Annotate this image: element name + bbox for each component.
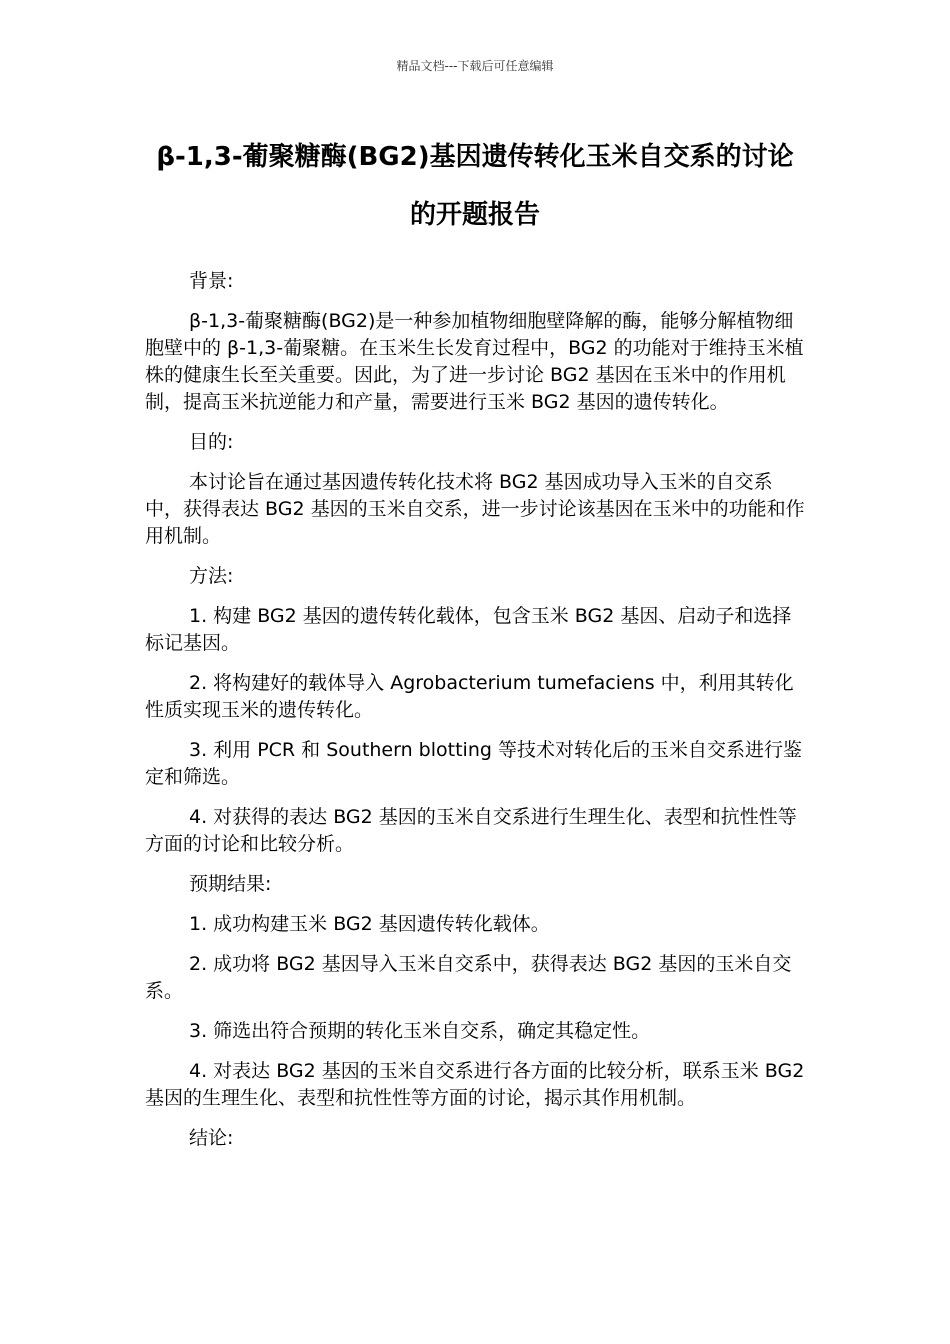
section-heading-expected-results: 预期结果: <box>189 873 272 895</box>
method-item: 1. 构建 BG2 基因的遗传转化载体，包含玉米 BG2 基因、启动子和选择标记基因。 <box>145 605 792 654</box>
result-item: 4. 对表达 BG2 基因的玉米自交系进行各方面的比较分析，联系玉米 BG2 基因的生理生化、表型和抗性性等方面的讨论，揭示其作用机制。 <box>145 1060 805 1109</box>
paragraph-background: β-1,3-葡聚糖酶(BG2)是一种参加植物细胞壁降解的酶，能够分解植物细胞壁中的 β-1,3-葡聚糖。在玉米生长发育过程中，BG2 的功能对于维持玉米植株的健康生长至关重要。因此，为了进一步讨论 BG2 基因在玉米中的作用机制，提高玉米抗逆能力和产量，需要进行玉米 BG2 基因的遗传转化。 <box>145 310 804 413</box>
document-title: β-1,3-葡聚糖酶(BG2)基因遗传转化玉米自交系的讨论的开题报告 <box>156 142 794 230</box>
method-item: 4. 对获得的表达 BG2 基因的玉米自交系进行生理生化、表型和抗性性等方面的讨论和比较分析。 <box>145 806 797 855</box>
result-item: 2. 成功将 BG2 基因导入玉米自交系中，获得表达 BG2 基因的玉米自交系。 <box>145 953 792 1002</box>
section-heading-conclusion: 结论: <box>189 1127 234 1149</box>
page-header: 精品文档---下载后可任意编辑 <box>396 59 554 73</box>
result-item: 1. 成功构建玉米 BG2 基因遗传转化载体。 <box>189 913 550 935</box>
method-item: 3. 利用 PCR 和 Southern blotting 等技术对转化后的玉米自交系进行鉴定和筛选。 <box>145 739 802 788</box>
paragraph-purpose: 本讨论旨在通过基因遗传转化技术将 BG2 基因成功导入玉米的自交系中，获得表达 BG2 基因的玉米自交系，进一步讨论该基因在玉米中的功能和作用机制。 <box>145 471 805 547</box>
section-heading-purpose: 目的: <box>189 431 234 453</box>
method-item: 2. 将构建好的载体导入 Agrobacterium tumefaciens 中，利用其转化性质实现玉米的遗传转化。 <box>145 672 794 721</box>
document-body <box>145 268 807 1165</box>
result-item: 3. 筛选出符合预期的转化玉米自交系，确定其稳定性。 <box>189 1020 651 1042</box>
section-heading-methods: 方法: <box>189 565 234 587</box>
section-heading-background: 背景: <box>189 270 234 292</box>
